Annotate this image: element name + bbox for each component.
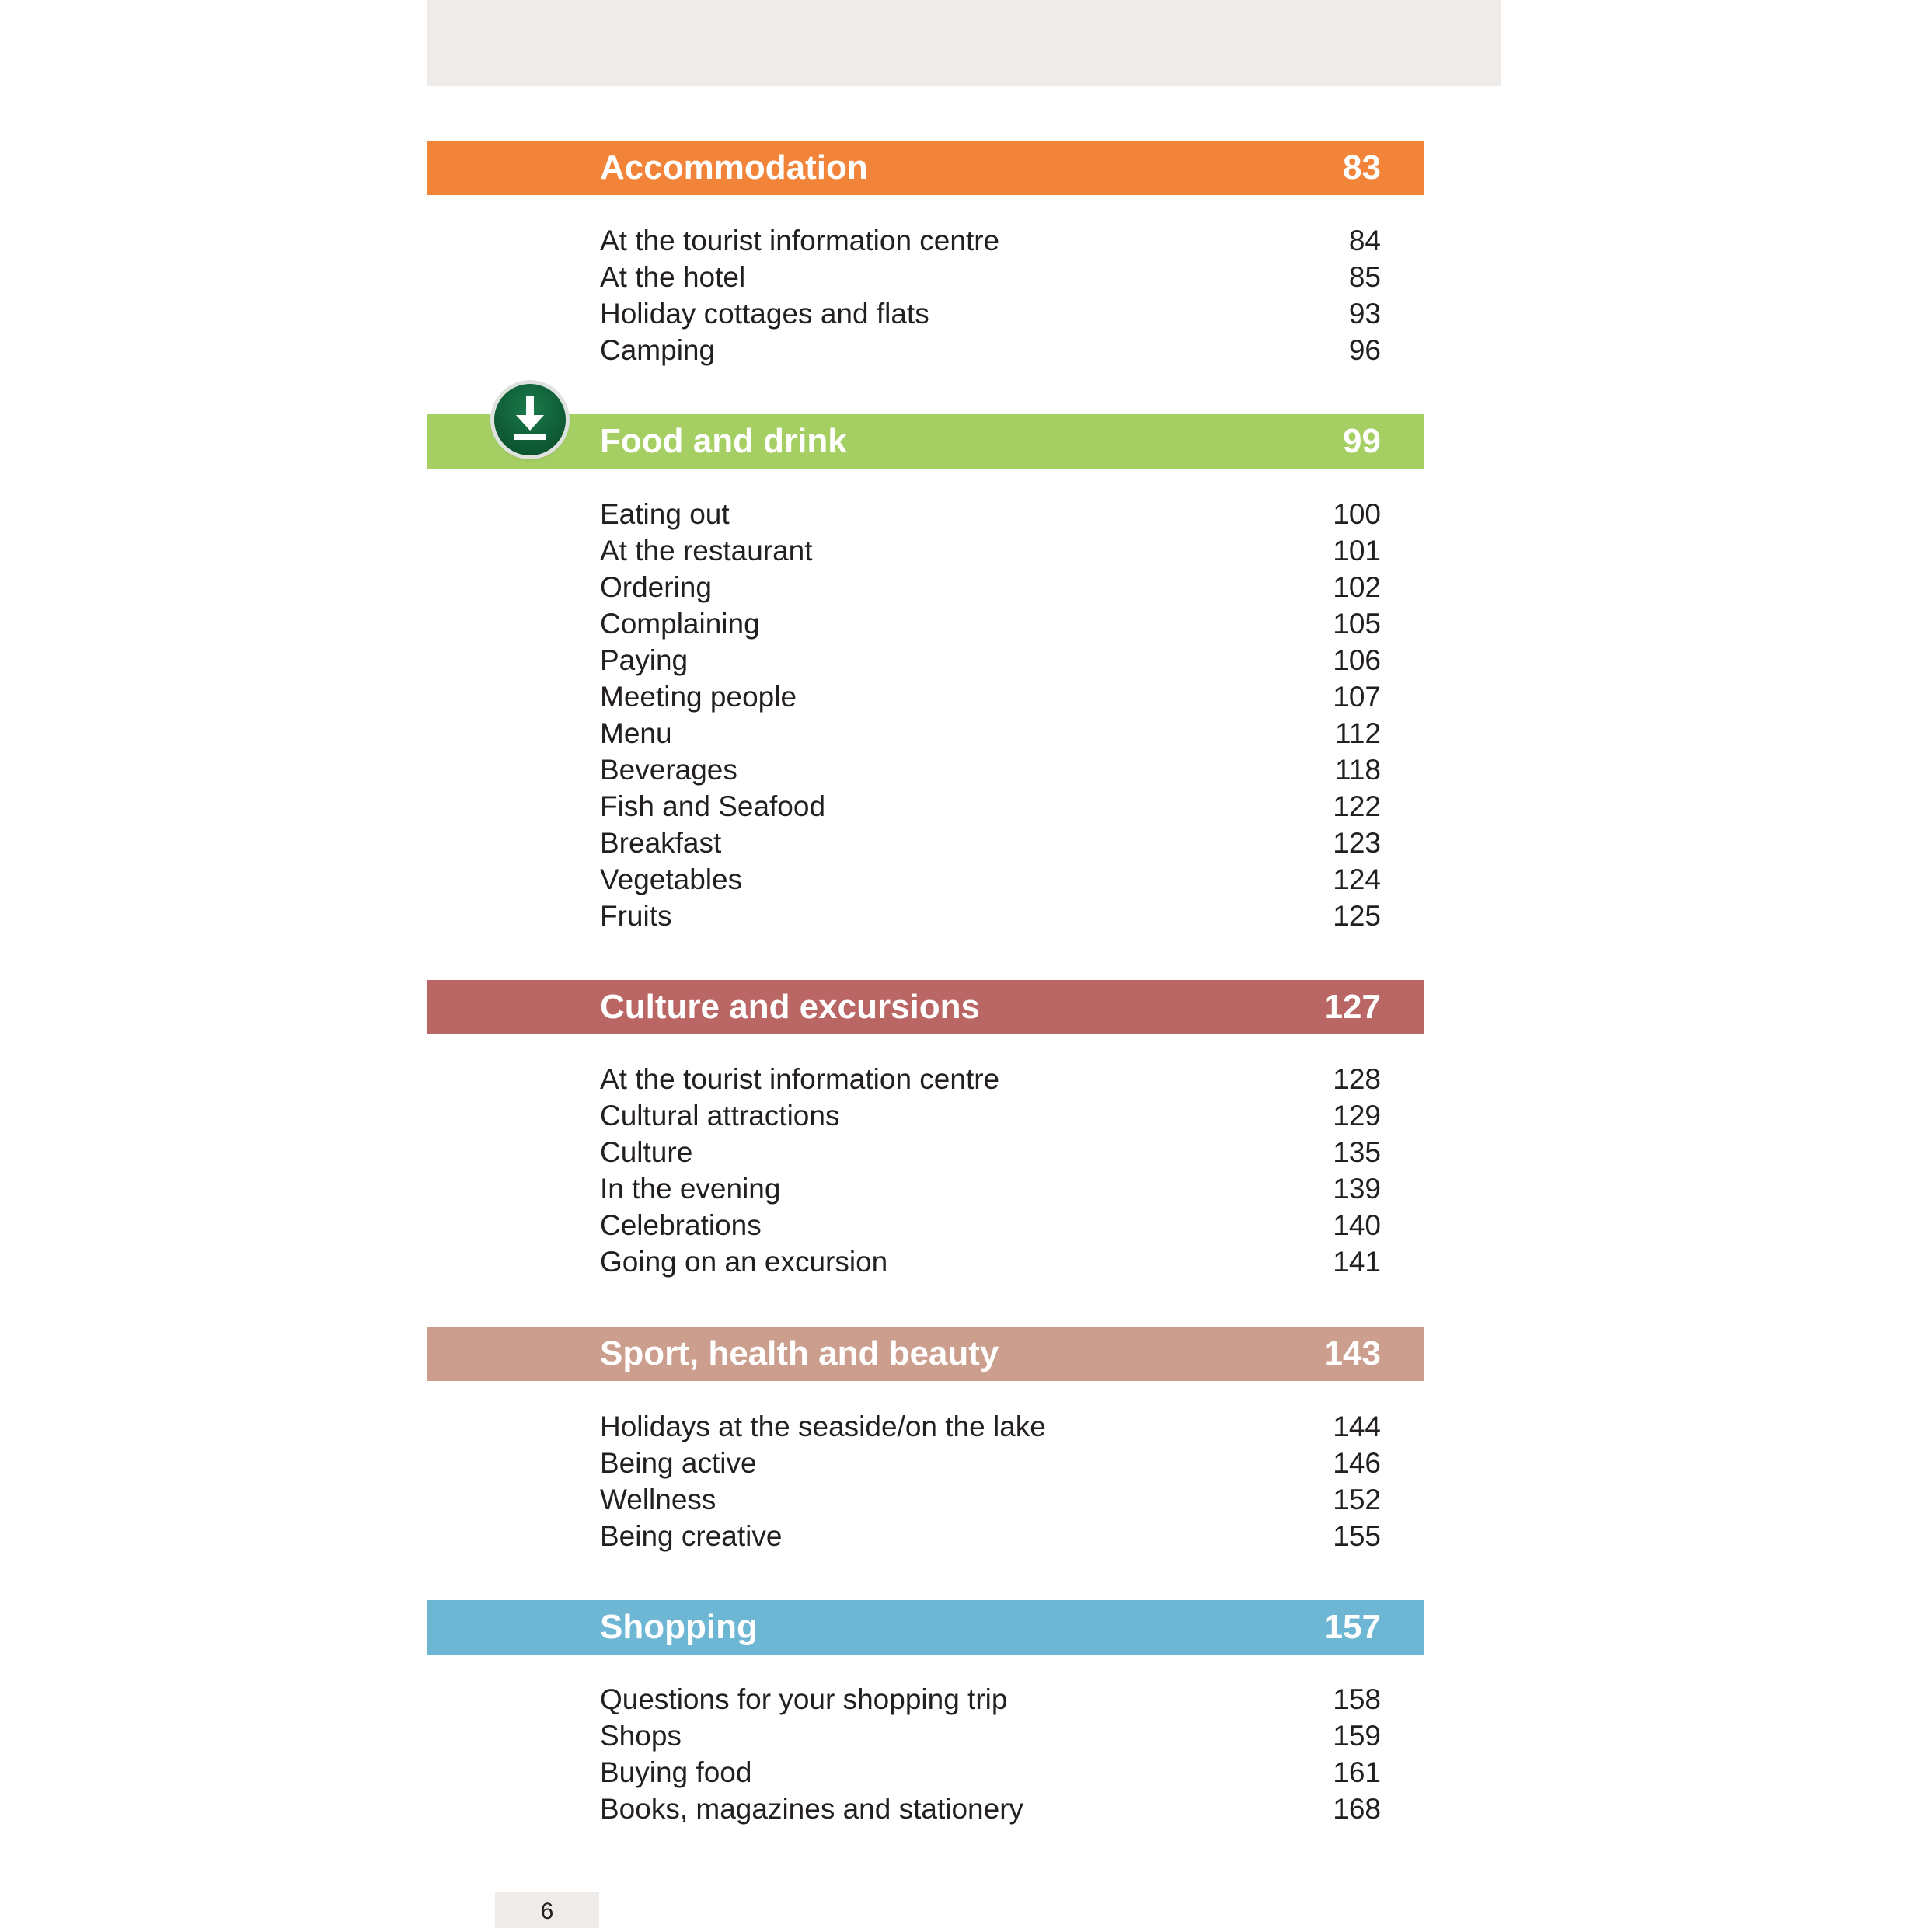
- toc-entry[interactable]: [600, 752, 1381, 788]
- section-entries-shopping: [600, 1681, 1381, 1827]
- entry-page: 161: [1333, 1756, 1381, 1788]
- entry-title: At the tourist information centre: [600, 1063, 1000, 1095]
- toc-entry[interactable]: [600, 678, 1381, 715]
- section-entries-food-and-drink: [600, 496, 1381, 934]
- entry-page: 101: [1333, 535, 1381, 567]
- entry-page: 144: [1333, 1411, 1381, 1442]
- entry-page: 139: [1333, 1173, 1381, 1205]
- entry-title: Eating out: [600, 498, 730, 530]
- entry-title: Meeting people: [600, 681, 797, 713]
- section-page: 99: [1343, 422, 1381, 460]
- toc-entry[interactable]: [600, 715, 1381, 752]
- toc-entry[interactable]: [600, 1791, 1381, 1827]
- toc-entry[interactable]: [600, 1408, 1381, 1445]
- toc-entry[interactable]: [600, 222, 1381, 259]
- entry-title: Celebrations: [600, 1209, 762, 1241]
- entry-page: 155: [1333, 1520, 1381, 1552]
- entry-page: 107: [1333, 681, 1381, 713]
- toc-entry[interactable]: [600, 1718, 1381, 1754]
- entry-page: 85: [1348, 261, 1381, 293]
- entry-title: Going on an excursion: [600, 1246, 888, 1278]
- top-band: [427, 0, 1501, 86]
- entry-page: 106: [1333, 644, 1381, 676]
- toc-entry[interactable]: [600, 1170, 1381, 1207]
- section-header-culture-and-excursions[interactable]: [427, 980, 1424, 1034]
- section-page: 83: [1343, 148, 1381, 187]
- entry-page: 128: [1333, 1063, 1381, 1095]
- section-entries-sport-health-beauty: [600, 1408, 1381, 1554]
- toc-entry[interactable]: [600, 1097, 1381, 1134]
- section-header-food-and-drink[interactable]: [427, 414, 1424, 469]
- entry-page: 159: [1333, 1720, 1381, 1752]
- section-entries-culture-and-excursions: [600, 1061, 1381, 1280]
- entry-title: Beverages: [600, 754, 737, 786]
- toc-entry[interactable]: [600, 1445, 1381, 1481]
- entry-title: Ordering: [600, 571, 712, 603]
- toc-entry[interactable]: [600, 1754, 1381, 1791]
- toc-entry[interactable]: [600, 1681, 1381, 1718]
- toc-entry[interactable]: [600, 259, 1381, 295]
- section-title: Food and drink: [600, 422, 847, 460]
- toc-entry[interactable]: [600, 569, 1381, 605]
- toc-entry[interactable]: [600, 861, 1381, 898]
- entry-title: Being active: [600, 1447, 757, 1479]
- section-page: 157: [1323, 1608, 1381, 1646]
- toc-entry[interactable]: [600, 788, 1381, 825]
- entry-page: 129: [1333, 1100, 1381, 1132]
- entry-title: At the restaurant: [600, 535, 813, 567]
- entry-title: Culture: [600, 1136, 693, 1168]
- section-title: Culture and excursions: [600, 988, 981, 1026]
- entry-page: 135: [1333, 1136, 1381, 1168]
- entry-title: Questions for your shopping trip: [600, 1683, 1008, 1715]
- entry-title: Cultural attractions: [600, 1100, 840, 1132]
- entry-page: 146: [1333, 1447, 1381, 1479]
- toc-entry[interactable]: [600, 1061, 1381, 1097]
- entry-page: 96: [1348, 334, 1381, 366]
- entry-page: 168: [1333, 1793, 1381, 1825]
- entry-page: 102: [1333, 571, 1381, 603]
- section-header-sport-health-beauty[interactable]: [427, 1327, 1424, 1381]
- entry-page: 152: [1333, 1484, 1381, 1515]
- toc-entry[interactable]: [600, 642, 1381, 678]
- entry-page: 105: [1333, 608, 1381, 640]
- section-title: Shopping: [600, 1608, 758, 1646]
- entry-page: 100: [1333, 498, 1381, 530]
- toc-entry[interactable]: [600, 605, 1381, 642]
- entry-page: 158: [1333, 1683, 1381, 1715]
- entry-title: Fish and Seafood: [600, 790, 826, 822]
- entry-page: 124: [1333, 863, 1381, 895]
- entry-page: 123: [1333, 827, 1381, 859]
- toc-entry[interactable]: [600, 532, 1381, 569]
- entry-page: 112: [1335, 717, 1381, 749]
- toc-entry[interactable]: [600, 1134, 1381, 1170]
- entry-title: Vegetables: [600, 863, 743, 895]
- section-header-shopping[interactable]: [427, 1600, 1424, 1655]
- toc-entry[interactable]: [600, 295, 1381, 332]
- toc-entry[interactable]: [600, 825, 1381, 861]
- entry-page: 93: [1348, 298, 1381, 330]
- entry-title: At the tourist information centre: [600, 225, 1000, 256]
- toc-entry[interactable]: [600, 332, 1381, 368]
- toc-entry[interactable]: [600, 1518, 1381, 1554]
- section-entries-accommodation: [600, 222, 1381, 368]
- page-number: 6: [495, 1892, 599, 1928]
- toc-entry[interactable]: [600, 1243, 1381, 1280]
- entry-page: 122: [1333, 790, 1381, 822]
- entry-title: Breakfast: [600, 827, 722, 859]
- entry-page: 84: [1348, 225, 1381, 256]
- entry-title: Camping: [600, 334, 716, 366]
- entry-title: Holidays at the seaside/on the lake: [600, 1411, 1046, 1442]
- entry-page: 140: [1333, 1209, 1381, 1241]
- toc-entry[interactable]: [600, 1207, 1381, 1243]
- entry-title: Paying: [600, 644, 689, 676]
- entry-title: Menu: [600, 717, 672, 749]
- entry-title: At the hotel: [600, 261, 746, 293]
- section-page: 143: [1323, 1334, 1381, 1372]
- entry-title: Being creative: [600, 1520, 783, 1552]
- toc-entry[interactable]: [600, 1481, 1381, 1518]
- entry-title: Books, magazines and stationery: [600, 1793, 1024, 1825]
- entry-title: Fruits: [600, 900, 672, 932]
- entry-title: In the evening: [600, 1173, 781, 1205]
- section-title: Sport, health and beauty: [600, 1334, 999, 1372]
- section-header-accommodation[interactable]: [427, 141, 1424, 195]
- entry-title: Buying food: [600, 1756, 752, 1788]
- entry-page: 141: [1333, 1246, 1381, 1278]
- entry-title: Shops: [600, 1720, 682, 1752]
- entry-page: 125: [1333, 900, 1381, 932]
- entry-title: Holiday cottages and flats: [600, 298, 929, 330]
- entry-title: Complaining: [600, 608, 760, 640]
- toc-entry[interactable]: [600, 496, 1381, 532]
- entry-page: 118: [1335, 754, 1381, 786]
- download-arrow-icon[interactable]: [494, 384, 566, 455]
- section-title: Accommodation: [600, 148, 868, 187]
- toc-entry[interactable]: [600, 898, 1381, 934]
- section-page: 127: [1323, 988, 1381, 1026]
- entry-title: Wellness: [600, 1484, 716, 1515]
